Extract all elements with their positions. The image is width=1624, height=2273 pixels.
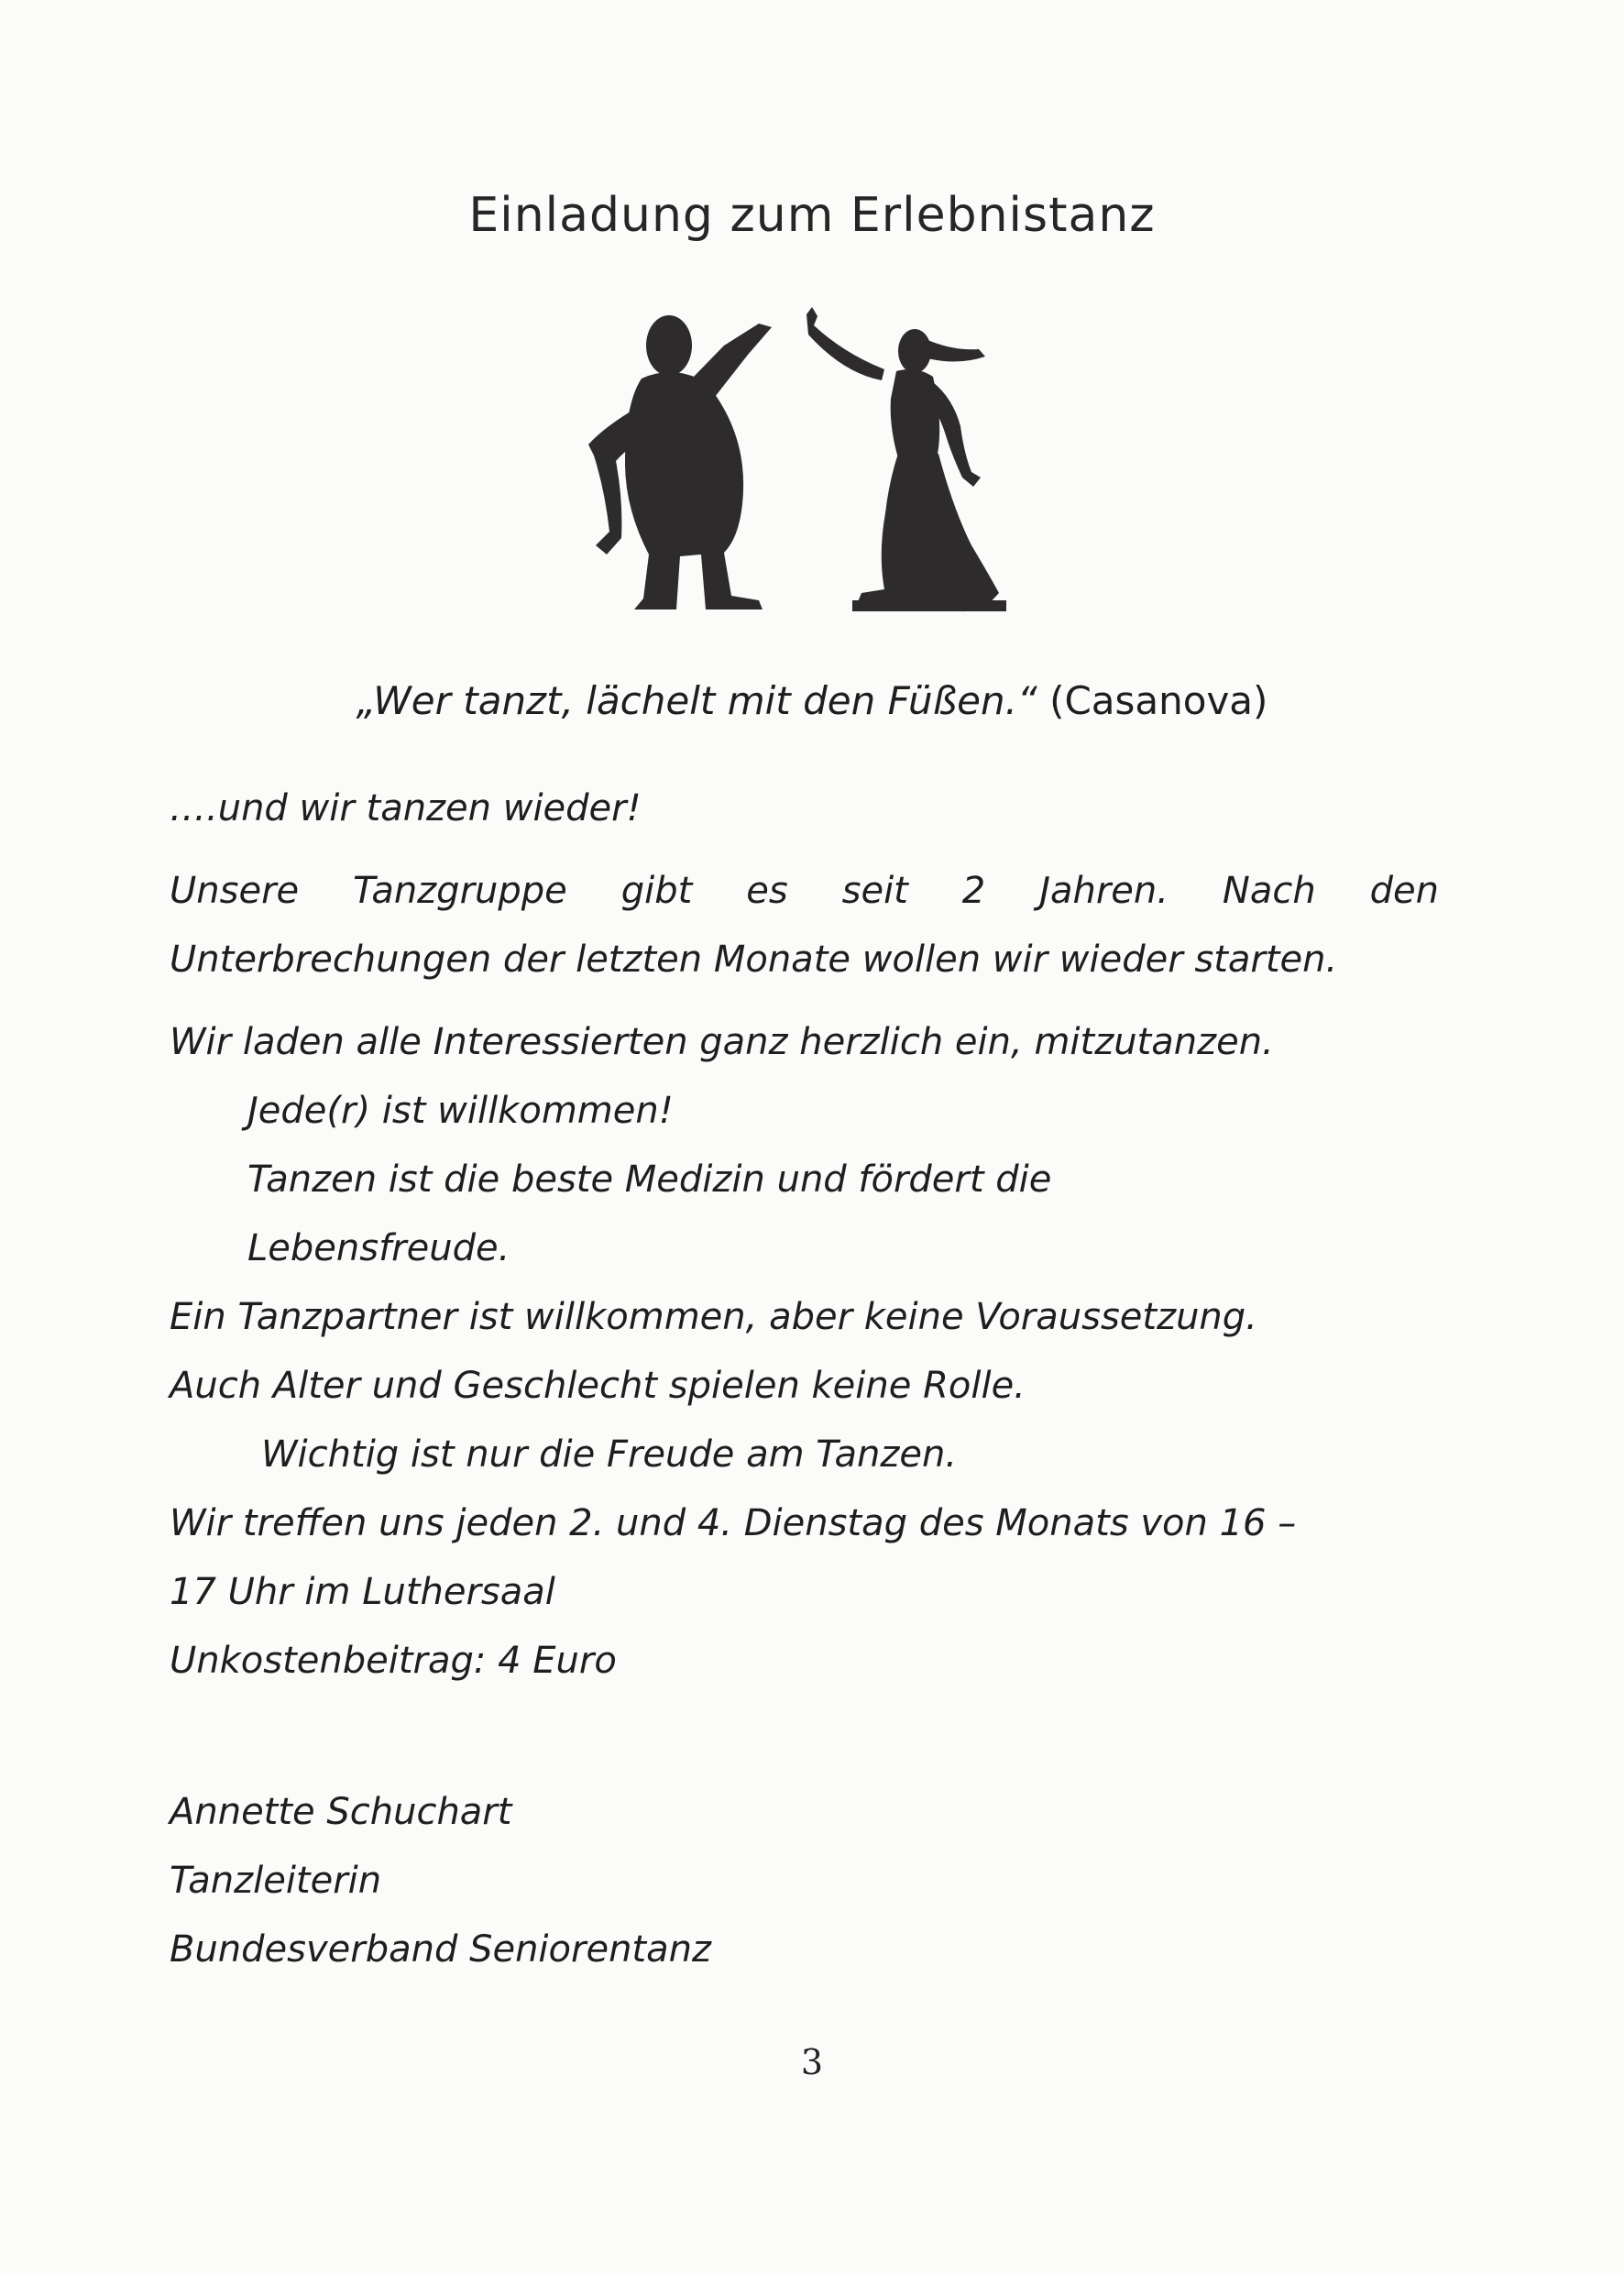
female-dancer-silhouette (807, 307, 1006, 611)
signature-role: Tanzleiterin (170, 1860, 382, 1902)
paragraph-line: Wir laden alle Interessierten ganz herzlich ein, mitzutanzen. (170, 1021, 1274, 1063)
male-dancer-silhouette (588, 315, 772, 609)
paragraph-line: Unsere Tanzgruppe gibt es seit 2 Jahren. Nach den (170, 870, 1439, 912)
indented-line: Wichtig ist nur die Freude am Tanzen. (261, 1433, 958, 1476)
indented-line: Lebensfreude. (247, 1227, 510, 1269)
body-text (170, 774, 1439, 1984)
quote-text: „Wer tanzt, lächelt mit den Füßen.“ (356, 678, 1037, 723)
opening-line: ….und wir tanzen wieder! (170, 787, 642, 829)
signature-organization: Bundesverband Seniorentanz (170, 1928, 711, 1971)
paragraph-line: Unterbrechungen der letzten Monate wollen wir wieder starten. (170, 939, 1338, 981)
quote-author: (Casanova) (1049, 678, 1268, 723)
page-number: 3 (800, 2042, 824, 2082)
indented-line: Jede(r) ist willkommen! (247, 1090, 674, 1132)
paragraph-line: Ein Tanzpartner ist willkommen, aber keine Voraussetzung. (170, 1296, 1257, 1338)
signature-name: Annette Schuchart (170, 1791, 512, 1833)
meeting-time-line: Wir treffen uns jeden 2. und 4. Dienstag des Monats von 16 – (170, 1502, 1297, 1544)
cost-line: Unkostenbeitrag: 4 Euro (170, 1640, 617, 1682)
dancing-couple-silhouette-icon (568, 298, 1026, 628)
indented-line: Tanzen ist die beste Medizin und fördert die (247, 1158, 1052, 1201)
meeting-place-line: 17 Uhr im Luthersaal (170, 1571, 555, 1613)
page-title: Einladung zum Erlebnistanz (468, 188, 1156, 243)
quote (0, 678, 1624, 723)
paragraph-line: Auch Alter und Geschlecht spielen keine Rolle. (170, 1365, 1026, 1407)
